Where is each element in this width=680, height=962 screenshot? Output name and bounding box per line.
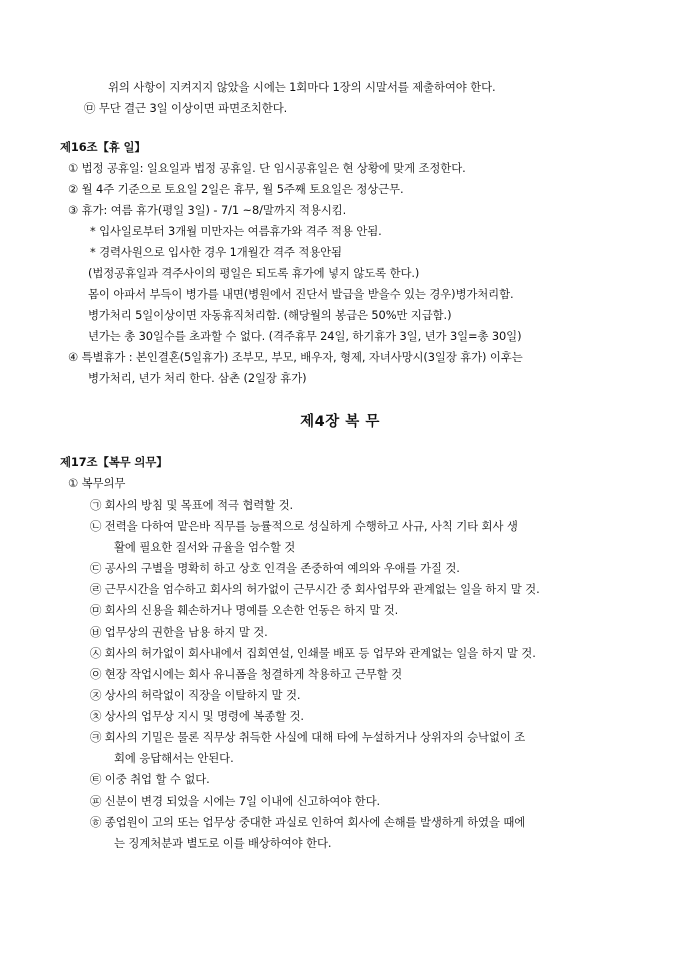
art17-item-8: ㉧ 현장 작업시에는 회사 유니폼을 청결하게 착용하고 근무할 것 — [90, 667, 403, 681]
art17-item-5: ㉤ 회사의 신용을 훼손하거나 명예를 오손한 언동은 하지 말 것. — [90, 603, 399, 617]
art17-item-13: ㉬ 신분이 변경 되었을 시에는 7일 이내에 신고하여야 한다. — [90, 794, 380, 808]
art16-item-4-line-2: 병가처리, 년가 처리 한다. 삼촌 (2일장 휴가) — [88, 371, 307, 385]
art17-item-14-line-1: ㉭ 종업원이 고의 또는 업무상 중대한 과실로 인하여 회사에 손해를 발생하게 하였을 때에 — [90, 815, 526, 829]
art16-note-2: * 경력사원으로 입사한 경우 1개월간 격주 적용안됨 — [90, 245, 342, 259]
art16-para-2: 몸이 아파서 부득이 병가를 내면(병원에서 진단서 발급을 받을수 있는 경우)병가처리함. — [88, 287, 514, 301]
art17-item-1: ㉠ 회사의 방침 및 목표에 적극 협력할 것. — [90, 498, 294, 512]
art17-item-14-line-2: 는 징계처분과 별도로 이를 배상하여야 한다. — [114, 836, 332, 850]
art15-item-5: ㉤ 무단 결근 3일 이상이면 파면조치한다. — [84, 101, 288, 115]
art15-continuation-line: 위의 사항이 지켜지지 않았을 시에는 1회마다 1장의 시말서를 제출하여야 한다. — [108, 80, 496, 94]
art17-item-10: ㉩ 상사의 업무상 지시 및 명령에 복종할 것. — [90, 709, 304, 723]
art17-item-11-line-1: ㉪ 회사의 기밀은 물론 직무상 취득한 사실에 대해 타에 누설하거나 상위자의 승낙없이 조 — [90, 730, 526, 744]
art16-heading: 제16조【휴 일】 — [60, 140, 146, 154]
art16-para-4: 년가는 총 30일수를 초과할 수 없다. (격주휴무 24일, 하기휴가 3일, 년가 3일=총 30일) — [88, 329, 522, 343]
art17-item-2-line-1: ㉡ 전력을 다하여 맡은바 직무를 능률적으로 성실하게 수행하고 사규, 사칙 기타 회사 생 — [90, 519, 518, 533]
art16-para-1: (법정공휴일과 격주사이의 평일은 되도록 휴가에 넣지 않도록 한다.) — [88, 266, 420, 280]
art16-item-2: ② 월 4주 기준으로 토요일 2일은 휴무, 월 5주째 토요일은 정상근무. — [68, 182, 404, 196]
art17-item-4: ㉣ 근무시간을 엄수하고 회사의 허가없이 근무시간 중 회사업무와 관계없는 일을 하지 말 것. — [90, 582, 540, 596]
art17-item-11-line-2: 회에 응답해서는 안된다. — [114, 751, 234, 765]
art17-item-3: ㉢ 공사의 구별을 명확히 하고 상호 인격을 존중하여 예의와 우애를 가질 것. — [90, 561, 460, 575]
art17-item-2-line-2: 활에 필요한 질서와 규율을 엄수할 것 — [114, 540, 296, 554]
art17-sub-1: ① 복무의무 — [68, 476, 126, 490]
art17-heading: 제17조【복무 의무】 — [60, 455, 168, 469]
art16-para-3: 병가처리 5일이상이면 자동휴직처리함. (해당월의 봉급은 50%만 지급함.) — [88, 308, 452, 322]
art17-item-7: ㉦ 회사의 허가없이 회사내에서 집회연설, 인쇄물 배포 등 업무와 관계없는 일을 하지 말 것. — [90, 646, 536, 660]
art17-item-12: ㉫ 이중 취업 할 수 없다. — [90, 772, 210, 786]
art16-item-3: ③ 휴가: 여름 휴가(평일 3일) - 7/1 ~8/말까지 적용시킴. — [68, 203, 347, 217]
art16-item-4-line-1: ④ 특별휴가 : 본인결혼(5일휴가) 조부모, 부모, 배우자, 형제, 자녀사망시(3일장 휴가) 이후는 — [68, 350, 523, 364]
art16-note-1: * 입사일로부터 3개월 미만자는 여름휴가와 격주 적용 안됨. — [90, 224, 382, 238]
chapter-4-title: 제4장 복 무 — [300, 414, 380, 430]
art17-item-6: ㉥ 업무상의 권한을 남용 하지 말 것. — [90, 625, 268, 639]
art16-item-1: ① 법정 공휴일: 일요일과 법정 공휴일. 단 임시공휴일은 현 상황에 맞게 조정한다. — [68, 161, 466, 175]
art17-item-9: ㉨ 상사의 허락없이 직장을 이탈하지 말 것. — [90, 688, 301, 702]
